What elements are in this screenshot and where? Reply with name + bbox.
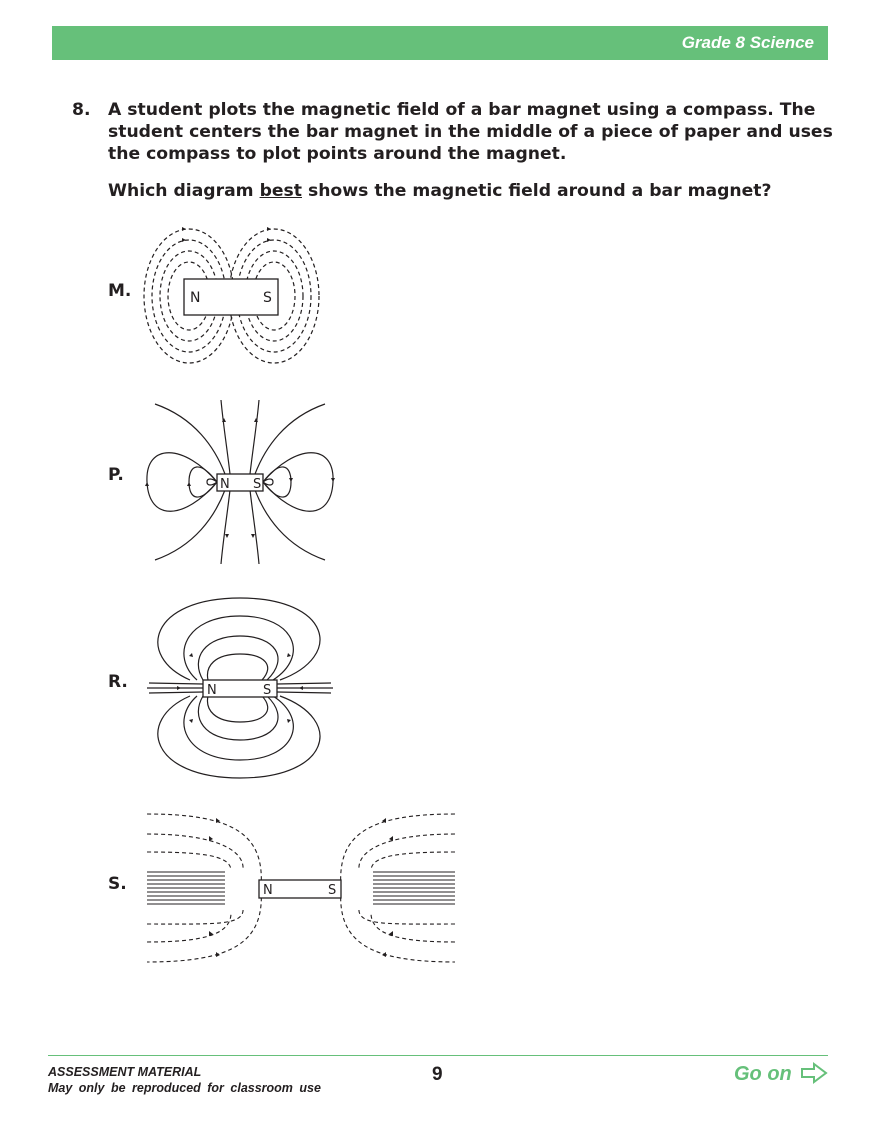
header-bar bbox=[52, 26, 828, 60]
footer-line1: ASSESSMENT MATERIAL bbox=[48, 1065, 202, 1079]
option-s-diagram[interactable] bbox=[145, 810, 457, 968]
right-arrow-icon bbox=[800, 1062, 828, 1084]
question-prompt bbox=[108, 181, 771, 201]
footer-line2: May only be reproduced for classroom use bbox=[48, 1081, 321, 1095]
option-s-north: N bbox=[263, 883, 273, 898]
option-p-diagram[interactable] bbox=[145, 398, 340, 566]
page-number: 9 bbox=[432, 1064, 443, 1085]
option-r-south: S bbox=[263, 683, 272, 698]
header-title: Grade 8 Science bbox=[681, 33, 814, 52]
question-text: A student plots the magnetic field of a bar magnet using a compass. The student centers the bar magnet in the middle of a piece of paper and uses the compass to plot points around the magnet. bbox=[108, 100, 833, 164]
option-p-south: S bbox=[253, 477, 262, 492]
footer-notice bbox=[48, 1064, 321, 1096]
option-m-south: S bbox=[263, 290, 272, 306]
go-on-label: Go on bbox=[734, 1063, 792, 1085]
prompt-emphasis: best bbox=[259, 181, 302, 201]
option-r-north: N bbox=[207, 683, 217, 698]
option-s-label[interactable]: S. bbox=[108, 874, 127, 894]
prompt-before: Which diagram bbox=[108, 181, 260, 201]
option-p-north: N bbox=[220, 477, 230, 492]
prompt-after: shows the magnetic field around a bar magnet? bbox=[301, 181, 772, 201]
option-m-north: N bbox=[190, 290, 201, 306]
option-m-diagram[interactable] bbox=[140, 225, 325, 367]
option-m-label[interactable]: M. bbox=[108, 281, 132, 301]
option-s-south: S bbox=[328, 883, 337, 898]
footer-divider bbox=[48, 1055, 828, 1056]
option-r-diagram[interactable] bbox=[145, 596, 335, 781]
option-p-label[interactable]: P. bbox=[108, 465, 124, 485]
option-r-label[interactable]: R. bbox=[108, 672, 128, 692]
question-number: 8. bbox=[72, 100, 91, 120]
